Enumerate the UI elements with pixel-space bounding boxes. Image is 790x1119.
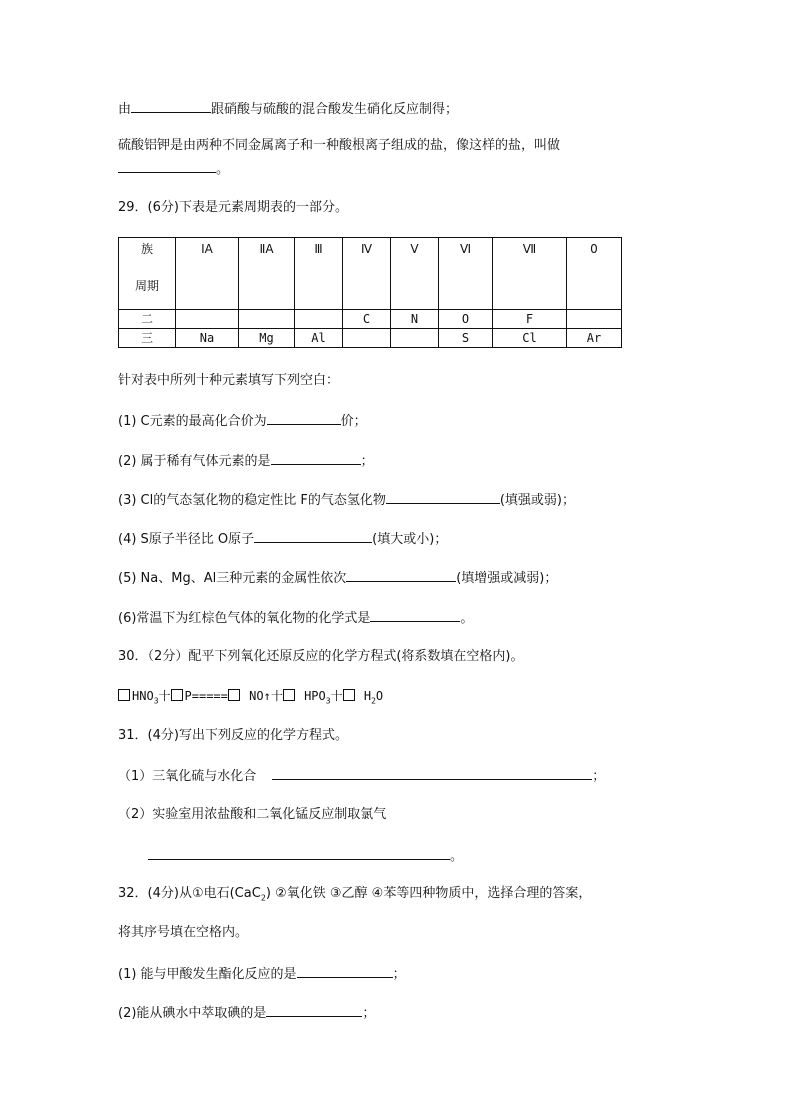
element-cell [239, 310, 295, 329]
text: O [375, 689, 384, 703]
text: 价； [340, 414, 367, 429]
text-line [118, 99, 458, 119]
blank-field[interactable] [271, 451, 361, 465]
text-line [118, 1003, 375, 1023]
table-row [119, 310, 622, 329]
element-cell: F [493, 310, 567, 329]
element-cell [176, 310, 239, 329]
text: 。 [450, 849, 464, 864]
text: (填增强或减弱)； [456, 571, 558, 586]
question-29-title: 29．(6分)下表是元素周期表的一部分。 [118, 200, 348, 215]
corner-cell [119, 238, 176, 310]
text-line [118, 451, 374, 471]
element-cell: Cl [493, 329, 567, 348]
subscript: 2 [260, 893, 266, 903]
element-cell [391, 329, 439, 348]
text-line [118, 411, 367, 431]
group-header: Ⅳ [343, 238, 391, 310]
text-line [118, 568, 557, 588]
period-cell: 二 [119, 310, 176, 329]
text: 十 [270, 689, 283, 703]
coefficient-box[interactable] [283, 689, 295, 701]
text: HPO [304, 689, 326, 703]
text: 由 [118, 102, 132, 117]
text: ； [392, 967, 406, 982]
blank-field[interactable] [118, 159, 216, 173]
text: 跟硝酸与硫酸的混合酸发生硝化反应制得； [211, 102, 459, 117]
blank-field[interactable] [272, 766, 592, 780]
text: (6)常温下为红棕色气体的氧化物的化学式是 [118, 611, 371, 626]
text-line [118, 766, 605, 786]
text-line: （2）实验室用浓盐酸和二氧化锰反应制取氯气 [118, 807, 387, 822]
table-header-row [119, 238, 622, 310]
text: 十 [330, 689, 343, 703]
text-line [118, 490, 575, 510]
text: 32．(4分)从①电石(CaC [118, 886, 261, 901]
group-header: ⅡA [239, 238, 295, 310]
group-header: Ⅴ [391, 238, 439, 310]
text: (1) 能与甲酸发生酯化反应的是 [118, 967, 297, 982]
text: (1) C元素的最高化合价为 [118, 414, 267, 429]
text: ； [592, 769, 606, 784]
text-line [118, 608, 473, 628]
text-line: 硫酸铝钾是由两种不同金属离子和一种酸根离子组成的盐，像这样的盐，叫做 [118, 138, 561, 153]
table-row [119, 329, 622, 348]
text: 十 [158, 689, 171, 703]
text-line [118, 964, 406, 984]
group-header: ⅠA [176, 238, 239, 310]
equation [118, 687, 383, 710]
coefficient-box[interactable] [228, 689, 240, 701]
up-arrow-icon: ↑ [263, 689, 271, 703]
question-30-title: 30．（2分）配平下列氧化还原反应的化学方程式(将系数填在空格内)。 [118, 649, 524, 664]
blank-field[interactable] [254, 529, 372, 543]
text: （1）三氧化硫与水化合 [118, 769, 257, 784]
text-line [118, 159, 229, 179]
blank-field[interactable] [267, 411, 341, 425]
element-cell: Al [295, 329, 343, 348]
period-cell: 三 [119, 329, 176, 348]
text: 。 [460, 611, 474, 626]
subscript: 3 [325, 696, 331, 706]
element-cell: Ar [567, 329, 622, 348]
text: (3) Cl的气态氢化物的稳定性比 F的气态氢化物 [118, 493, 386, 508]
blank-field[interactable] [148, 846, 450, 860]
text: H [363, 689, 372, 703]
instruction: 针对表中所列十种元素填写下列空白： [118, 373, 340, 388]
blank-field[interactable] [266, 1003, 362, 1017]
element-cell: S [439, 329, 493, 348]
subscript: 3 [153, 696, 159, 706]
text: (填大或小)； [372, 532, 448, 547]
group-label: 族 [140, 242, 153, 256]
text-line [118, 529, 447, 549]
group-header: Ⅶ [493, 238, 567, 310]
element-cell [567, 310, 622, 329]
text: (2) 属于稀有气体元素的是 [118, 454, 271, 469]
text: (2)能从碘水中萃取碘的是 [118, 1006, 267, 1021]
element-cell [343, 329, 391, 348]
group-header: Ⅲ [295, 238, 343, 310]
element-cell: O [439, 310, 493, 329]
question-31-title: 31．(4分)写出下列反应的化学方程式。 [118, 728, 348, 743]
blank-field[interactable] [131, 99, 211, 113]
element-cell [295, 310, 343, 329]
element-cell: Na [176, 329, 239, 348]
text: (填强或弱)； [499, 493, 576, 508]
text: P===== [184, 689, 228, 703]
element-cell: Mg [239, 329, 295, 348]
text: ； [360, 454, 374, 469]
group-header: 0 [567, 238, 622, 310]
text: HNO [132, 689, 154, 703]
group-header: Ⅵ [439, 238, 493, 310]
blank-field[interactable] [370, 608, 460, 622]
blank-field[interactable] [346, 568, 456, 582]
text: ； [362, 1006, 376, 1021]
coefficient-box[interactable] [118, 689, 130, 701]
blank-field[interactable] [297, 964, 393, 978]
text-line [148, 846, 463, 866]
coefficient-box[interactable] [171, 689, 183, 701]
subscript: 2 [371, 696, 376, 706]
blank-field[interactable] [386, 490, 500, 504]
text: (5) Na、Mg、Al三种元素的金属性依次 [118, 571, 347, 586]
text: ) ②氧化铁 ③乙醇 ④苯等四种物质中，选择合理的答案， [265, 886, 592, 901]
element-cell: N [391, 310, 439, 329]
text: (4) S原子半径比 O原子 [118, 532, 255, 547]
periodic-table [118, 237, 622, 348]
period-label: 周期 [134, 279, 159, 293]
text: NO [249, 689, 264, 703]
text-line: 将其序号填在空格内。 [118, 925, 249, 940]
coefficient-box[interactable] [343, 689, 355, 701]
element-cell: C [343, 310, 391, 329]
question-32-title [118, 885, 591, 908]
text: 。 [216, 162, 230, 177]
